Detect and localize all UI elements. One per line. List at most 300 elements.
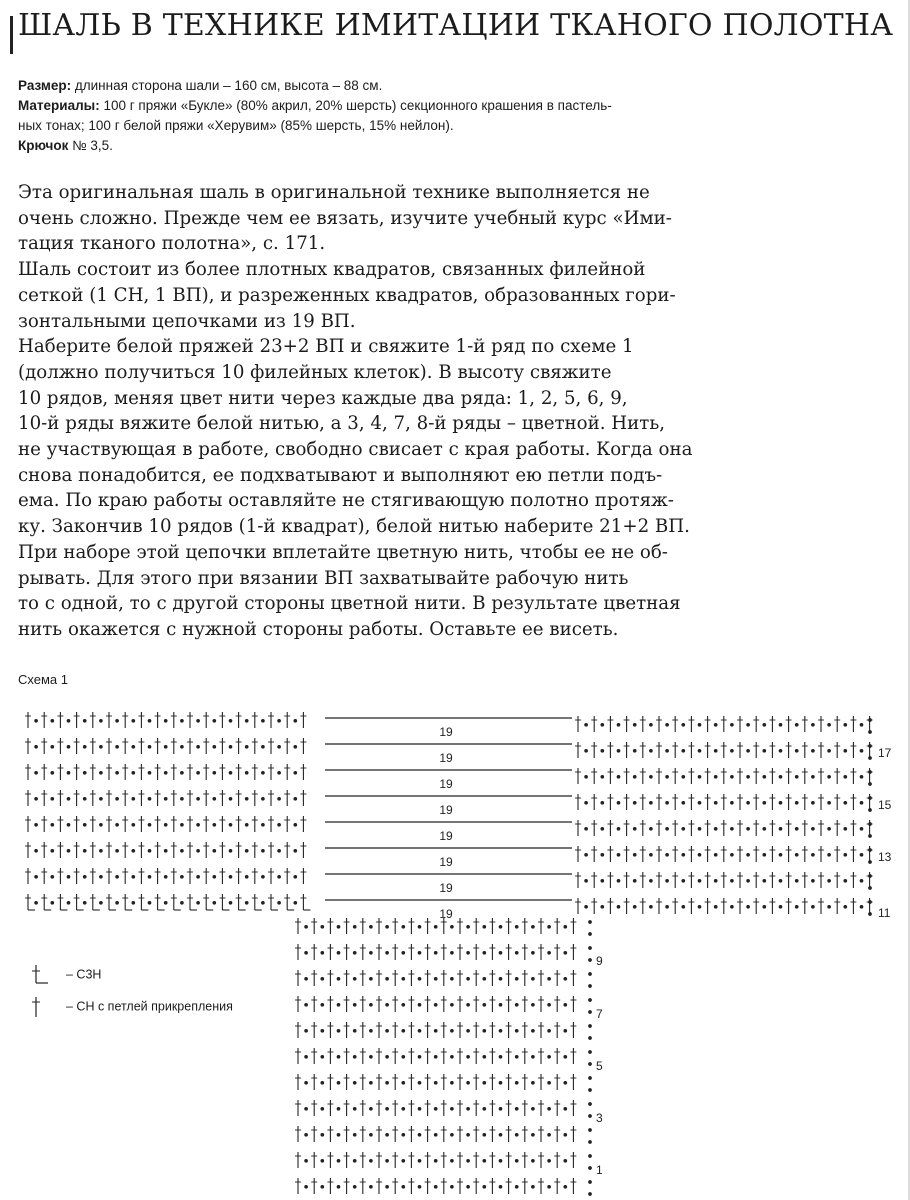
- chain-dot: [51, 850, 54, 853]
- stitch-dc-mark: [506, 996, 512, 1012]
- stitch-dc-mark: [155, 738, 161, 754]
- hook-label: Крючок: [18, 138, 69, 153]
- stitch-dc-mark: [106, 790, 112, 806]
- stitch-dc-mark: [300, 764, 306, 780]
- chain-dot: [402, 1030, 405, 1033]
- stitch-dc-mark: [236, 790, 242, 806]
- stitch-dc-mark: [90, 816, 96, 832]
- chain-dot: [262, 876, 265, 879]
- chain-dot: [35, 824, 38, 827]
- chain-dot: [386, 1186, 389, 1189]
- chain-dot: [698, 880, 701, 883]
- stitch-dc-mark: [74, 712, 80, 728]
- stitch-dc-mark: [187, 764, 193, 780]
- chain-dot: [229, 902, 232, 905]
- stitch-dc-mark: [850, 742, 856, 758]
- stitch-dc-mark: [74, 894, 80, 910]
- chain-dot: [532, 978, 535, 981]
- stitch-dc-mark: [591, 794, 597, 810]
- stitch-dc-mark: [122, 738, 128, 754]
- stitch-dc-mark: [570, 918, 576, 934]
- stitch-dc-mark: [268, 738, 274, 754]
- text-line: не участвующая в работе, свободно свисает с края работы. Когда она: [18, 439, 693, 461]
- stitch-dc-mark: [252, 894, 258, 910]
- chain-dot: [132, 746, 135, 749]
- chain-dot: [666, 880, 669, 883]
- chain-dot: [515, 952, 518, 955]
- stitch-dc-mark: [506, 1100, 512, 1116]
- stitch-dc-mark: [25, 764, 31, 780]
- stitch-dc-mark: [737, 768, 743, 784]
- stitch-dc-mark: [688, 794, 694, 810]
- stitch-dc-mark: [219, 738, 225, 754]
- chain-dot: [434, 1030, 437, 1033]
- chain-dot: [483, 952, 486, 955]
- stitch-dc-mark: [327, 996, 333, 1012]
- chain-dot: [197, 720, 200, 723]
- stitch-dc-mark: [570, 1126, 576, 1142]
- chain-dot: [148, 746, 151, 749]
- stitch-dc-mark: [327, 1022, 333, 1038]
- stitch-dc-mark: [41, 894, 47, 910]
- stitch-dc-mark: [753, 794, 759, 810]
- stitch-dc-mark: [522, 1152, 528, 1168]
- materials-value-1: 100 г пряжи «Букле» (80% акрил, 20% шерсть) секционного крашения в пастель-: [99, 98, 612, 113]
- chain-dot: [213, 824, 216, 827]
- stitch-dc-mark: [656, 898, 662, 914]
- chain-dot: [763, 906, 766, 909]
- chain-dot: [467, 1134, 470, 1137]
- chain-dot: [666, 750, 669, 753]
- stitch-dc-mark: [425, 1126, 431, 1142]
- chain-dot: [633, 776, 636, 779]
- chain-dot: [698, 906, 701, 909]
- stitch-dc-mark: [688, 768, 694, 784]
- chain-dot: [532, 1056, 535, 1059]
- chain-dot: [532, 926, 535, 929]
- chain-dot: [589, 1077, 592, 1080]
- chain-dot: [100, 824, 103, 827]
- chain-dot: [321, 1108, 324, 1111]
- chain-dot: [418, 1134, 421, 1137]
- stitch-dc-mark: [473, 944, 479, 960]
- chain-dot: [116, 772, 119, 775]
- chain-dot: [278, 850, 281, 853]
- stitch-dc-mark: [425, 970, 431, 986]
- chain-dot: [585, 802, 588, 805]
- stitch-dc-mark: [640, 898, 646, 914]
- chain-dot: [67, 824, 70, 827]
- chain-dot: [763, 828, 766, 831]
- chain-dot: [589, 1011, 592, 1014]
- chain-dot: [564, 1030, 567, 1033]
- stitch-dc-mark: [311, 1126, 317, 1142]
- chain-dot: [714, 750, 717, 753]
- stitch-dc-mark: [236, 738, 242, 754]
- stitch-dc-mark: [457, 944, 463, 960]
- stitch-dc-mark: [376, 1126, 382, 1142]
- stitch-dc-mark: [575, 846, 581, 862]
- chain-dot: [860, 828, 863, 831]
- stitch-dc-mark: [392, 944, 398, 960]
- chain-dot: [515, 1108, 518, 1111]
- stitch-dc-mark: [802, 716, 808, 732]
- chain-dot: [451, 1186, 454, 1189]
- chain-dot: [278, 876, 281, 879]
- stitch-dc-mark: [624, 872, 630, 888]
- chain-dot: [294, 902, 297, 905]
- stitch-dc-mark: [155, 764, 161, 780]
- text-line: ку. Закончив 10 рядов (1-й квадрат), белой нитью наберите 21+2 ВП.: [18, 516, 690, 538]
- chain-dot: [353, 978, 356, 981]
- stitch-dc-mark: [90, 894, 96, 910]
- stitch-dc-mark: [203, 842, 209, 858]
- stitch-dc-mark: [473, 996, 479, 1012]
- stitch-dc-mark: [769, 846, 775, 862]
- chain-dot: [682, 750, 685, 753]
- stitch-dc-mark: [300, 842, 306, 858]
- chain-dot: [499, 1108, 502, 1111]
- row-number: 5: [596, 1059, 603, 1073]
- chain-dot: [245, 824, 248, 827]
- chain-dot: [353, 1160, 356, 1163]
- chain-dot: [148, 772, 151, 775]
- stitch-dc-mark: [300, 738, 306, 754]
- stitch-dc-mark: [570, 1048, 576, 1064]
- stitch-dc-mark: [284, 764, 290, 780]
- stitch-dc-mark: [473, 1152, 479, 1168]
- stitch-dc-mark: [457, 970, 463, 986]
- row-number: 7: [596, 1007, 603, 1021]
- stitch-dc-mark: [408, 1022, 414, 1038]
- chain-dot: [601, 854, 604, 857]
- stitch-dc-mark: [376, 996, 382, 1012]
- chain-dot: [148, 850, 151, 853]
- stitch-dc-mark: [850, 898, 856, 914]
- chain-dot: [698, 724, 701, 727]
- chain-dot: [483, 1108, 486, 1111]
- chain-dot: [116, 798, 119, 801]
- stitch-dc-mark: [203, 712, 209, 728]
- chain-dot: [100, 720, 103, 723]
- stitch-dc-mark: [268, 842, 274, 858]
- chain-dot: [353, 926, 356, 929]
- chain-dot: [633, 854, 636, 857]
- chain-dot: [434, 1056, 437, 1059]
- stitch-dc-mark: [688, 716, 694, 732]
- chain-dot: [213, 902, 216, 905]
- stitch-dc-mark: [640, 768, 646, 784]
- chain-dot: [67, 850, 70, 853]
- chain-dot: [601, 776, 604, 779]
- chain-dot: [650, 854, 653, 857]
- stitch-dc-mark: [522, 1074, 528, 1090]
- stitch-dc-mark: [818, 820, 824, 836]
- chain-dot: [483, 1134, 486, 1137]
- stitch-dc-mark: [311, 944, 317, 960]
- stitch-dc-mark: [344, 918, 350, 934]
- chain-dot: [650, 906, 653, 909]
- chain-dot: [650, 724, 653, 727]
- stitch-dc-mark: [187, 868, 193, 884]
- stitch-dc-mark: [360, 1074, 366, 1090]
- stitch-dc-mark: [74, 790, 80, 806]
- chain-dot: [589, 985, 592, 988]
- chain-dot: [828, 854, 831, 857]
- chain-dot: [67, 746, 70, 749]
- stitch-dc-mark: [90, 712, 96, 728]
- size-label: Размер:: [18, 78, 72, 93]
- stitch-dc-mark: [295, 1126, 301, 1142]
- stitch-dc-mark: [203, 738, 209, 754]
- stitch-dc-mark: [360, 1126, 366, 1142]
- chain-dot: [418, 1186, 421, 1189]
- chain-dot: [386, 952, 389, 955]
- chain-dot: [451, 1056, 454, 1059]
- chain-dot: [245, 746, 248, 749]
- chain-dot: [321, 952, 324, 955]
- stitch-dc-mark: [656, 794, 662, 810]
- stitch-dc-mark: [441, 1178, 447, 1194]
- stitch-dc-mark: [473, 918, 479, 934]
- chain-dot: [633, 880, 636, 883]
- stitch-dc-mark: [489, 944, 495, 960]
- chain-dot: [869, 783, 872, 786]
- chain-dot: [698, 750, 701, 753]
- stitch-dc-mark: [554, 1126, 560, 1142]
- chain-dot: [434, 952, 437, 955]
- stitch-dc-mark: [327, 918, 333, 934]
- chain-dot: [418, 978, 421, 981]
- chain-dot: [666, 828, 669, 831]
- chain-dot: [164, 798, 167, 801]
- stitch-dc-mark: [769, 820, 775, 836]
- chain-dot: [278, 720, 281, 723]
- chain-dot: [353, 1056, 356, 1059]
- row-number: 1: [596, 1163, 603, 1177]
- stitch-dc-mark: [522, 1126, 528, 1142]
- chain-dot: [844, 828, 847, 831]
- stitch-dc-mark: [786, 898, 792, 914]
- stitch-dc-mark: [506, 944, 512, 960]
- chain-dot: [305, 1186, 308, 1189]
- stitch-dc-mark: [591, 768, 597, 784]
- chain-dot: [483, 1082, 486, 1085]
- stitch-dc-mark: [656, 742, 662, 758]
- chain-dot: [83, 902, 86, 905]
- chain-dot: [278, 902, 281, 905]
- chain-dot: [869, 797, 872, 800]
- stitch-dc-mark: [818, 872, 824, 888]
- chain-dot: [402, 978, 405, 981]
- chain-dot: [386, 978, 389, 981]
- stitch-dc-mark: [506, 1048, 512, 1064]
- stitch-dc-mark: [155, 868, 161, 884]
- stitch-dc-mark: [591, 742, 597, 758]
- stitch-dc-mark: [591, 820, 597, 836]
- chain-dot: [434, 1186, 437, 1189]
- text-line: Эта оригинальная шаль в оригинальной технике выполняется не: [18, 182, 650, 203]
- chain-dot: [532, 1108, 535, 1111]
- stitch-dc-mark: [171, 738, 177, 754]
- stitch-dc-mark: [236, 842, 242, 858]
- stitch-dc-mark: [538, 996, 544, 1012]
- chain-dot: [370, 1004, 373, 1007]
- stitch-dc-mark: [90, 842, 96, 858]
- chain-dot: [148, 798, 151, 801]
- chain-dot: [116, 902, 119, 905]
- stitch-dc-mark: [554, 1100, 560, 1116]
- chain-dot: [434, 1134, 437, 1137]
- chain-dot: [548, 926, 551, 929]
- stitch-dc-mark: [425, 1022, 431, 1038]
- chain-dot: [666, 906, 669, 909]
- stitch-dc-mark: [425, 1074, 431, 1090]
- text-line: сеткой (1 СН, 1 ВП), и разреженных квадратов, образованных гори-: [18, 284, 676, 306]
- stitch-dc-mark: [138, 894, 144, 910]
- stitch-dc-mark: [187, 894, 193, 910]
- hook-value: № 3,5.: [68, 138, 113, 153]
- stitch-dc-mark: [737, 898, 743, 914]
- chain-dot: [370, 978, 373, 981]
- chain-dot: [418, 1160, 421, 1163]
- stitch-dc-mark: [57, 790, 63, 806]
- chain-dot: [83, 876, 86, 879]
- chain-dot: [353, 1082, 356, 1085]
- chain-dot: [585, 776, 588, 779]
- chain-dot: [100, 902, 103, 905]
- stitch-dc-mark: [818, 768, 824, 784]
- stitch-dc-mark: [295, 1100, 301, 1116]
- chain-dot: [650, 880, 653, 883]
- stitch-dc-mark: [138, 816, 144, 832]
- chain-dot: [181, 746, 184, 749]
- stitch-dc-mark: [219, 712, 225, 728]
- chain-dot: [617, 880, 620, 883]
- chain-dot: [451, 1134, 454, 1137]
- materials-block: [18, 76, 778, 156]
- stitch-dc-mark: [457, 1048, 463, 1064]
- stitch-dc-mark: [554, 1178, 560, 1194]
- stitch-dc-mark: [489, 1178, 495, 1194]
- stitch-dc-mark: [672, 742, 678, 758]
- stitch-dc-mark: [538, 1022, 544, 1038]
- chain-count-label: 19: [439, 803, 453, 817]
- chain-dot: [747, 724, 750, 727]
- stitch-dc-mark: [155, 894, 161, 910]
- stitch-dc-mark: [554, 1074, 560, 1090]
- chain-dot: [245, 772, 248, 775]
- chain-dot: [100, 850, 103, 853]
- stitch-dc-mark: [705, 768, 711, 784]
- stitch-dc-mark: [506, 1126, 512, 1142]
- chain-dot: [795, 802, 798, 805]
- chain-dot: [589, 947, 592, 950]
- chain-dot: [229, 720, 232, 723]
- chain-dot: [434, 926, 437, 929]
- stitch-dc-mark: [489, 1022, 495, 1038]
- stitch-dc-mark: [295, 996, 301, 1012]
- chain-dot: [589, 1103, 592, 1106]
- chain-dot: [682, 854, 685, 857]
- chain-dot: [499, 978, 502, 981]
- chain-dot: [418, 1082, 421, 1085]
- chain-dot: [370, 952, 373, 955]
- chain-dot: [451, 1030, 454, 1033]
- chain-dot: [245, 902, 248, 905]
- stitch-dc-mark: [284, 894, 290, 910]
- chain-dot: [585, 854, 588, 857]
- text-line: тация тканого полотна», с. 171.: [18, 233, 326, 255]
- stitch-dc-mark: [187, 816, 193, 832]
- chain-dot: [532, 1030, 535, 1033]
- stitch-dc-mark: [425, 944, 431, 960]
- chain-count-label: 19: [439, 777, 453, 791]
- stitch-dc-mark: [41, 816, 47, 832]
- chain-dot: [589, 1129, 592, 1132]
- chain-dot: [164, 772, 167, 775]
- chain-dot: [197, 876, 200, 879]
- chain-dot: [633, 906, 636, 909]
- chain-dot: [589, 959, 592, 962]
- stitch-dc-mark: [41, 790, 47, 806]
- stitch-dc-mark: [753, 742, 759, 758]
- chain-dot: [337, 1030, 340, 1033]
- chain-dot: [828, 750, 831, 753]
- chain-dot: [402, 1186, 405, 1189]
- stitch-dc-mark: [311, 918, 317, 934]
- stitch-dc-mark: [344, 970, 350, 986]
- stitch-dc-mark: [640, 872, 646, 888]
- chain-dot: [35, 876, 38, 879]
- stitch-dc-mark: [360, 1152, 366, 1168]
- chain-dot: [698, 776, 701, 779]
- stitch-dc-mark: [850, 716, 856, 732]
- chain-dot: [305, 978, 308, 981]
- stitch-dc-mark: [376, 1152, 382, 1168]
- stitch-dc-mark: [25, 842, 31, 858]
- chain-dot: [229, 876, 232, 879]
- row-number: 13: [878, 850, 892, 864]
- chain-dot: [294, 720, 297, 723]
- chain-dot: [747, 906, 750, 909]
- stitch-dc-mark: [441, 1126, 447, 1142]
- stitch-dc-mark: [425, 1048, 431, 1064]
- chain-dot: [828, 828, 831, 831]
- stitch-dc-mark: [457, 1100, 463, 1116]
- chain-dot: [548, 1160, 551, 1163]
- chain-dot: [548, 1056, 551, 1059]
- stitch-dc-mark: [187, 712, 193, 728]
- chain-dot: [483, 1056, 486, 1059]
- stitch-dc-mark: [252, 790, 258, 806]
- chain-dot: [321, 1030, 324, 1033]
- stitch-dc-mark: [171, 790, 177, 806]
- chain-dot: [181, 876, 184, 879]
- stitch-dc-mark: [802, 898, 808, 914]
- chain-dot: [451, 978, 454, 981]
- stitch-dc-mark: [252, 816, 258, 832]
- stitch-dc-mark: [818, 794, 824, 810]
- chain-dot: [589, 1037, 592, 1040]
- stitch-dc-mark: [640, 794, 646, 810]
- chain-dot: [795, 776, 798, 779]
- materials-label: Материалы:: [18, 98, 100, 113]
- chain-dot: [305, 952, 308, 955]
- stitch-dc-mark: [457, 1126, 463, 1142]
- chain-dot: [666, 724, 669, 727]
- chain-dot: [305, 1004, 308, 1007]
